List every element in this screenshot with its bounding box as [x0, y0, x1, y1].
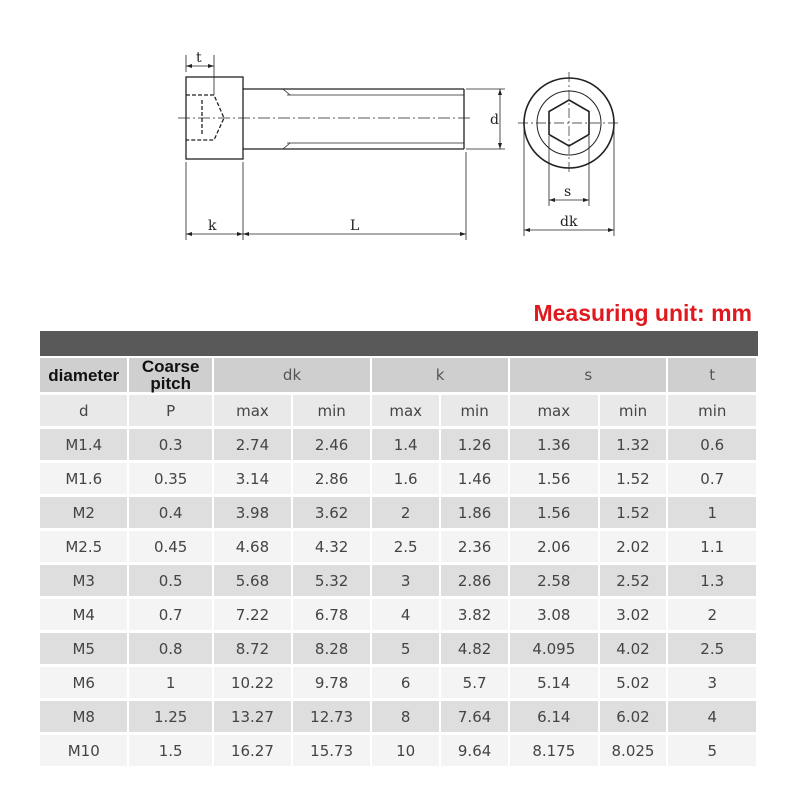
table-cell: 1.46	[441, 463, 508, 494]
table-cell: 2.5	[668, 633, 756, 664]
subheader-cell: P	[129, 395, 211, 426]
table-cell: 2.5	[372, 531, 439, 562]
table-row	[40, 633, 756, 664]
screw-end-view	[518, 72, 620, 236]
table-row	[40, 701, 756, 732]
table-cell: 8.28	[293, 633, 370, 664]
table-cell: 1.6	[372, 463, 439, 494]
table-cell: 1.52	[600, 463, 667, 494]
table-cell: M1.4	[40, 429, 127, 460]
table-cell: 1.3	[668, 565, 756, 596]
table-row	[40, 667, 756, 698]
table-cell: M6	[40, 667, 127, 698]
table-cell: 12.73	[293, 701, 370, 732]
table-cell: 2.86	[441, 565, 508, 596]
table-cell: 3	[668, 667, 756, 698]
table-row	[40, 497, 756, 528]
subheader-cell: min	[600, 395, 667, 426]
table-cell: 4.02	[600, 633, 667, 664]
table-cell: 4.68	[214, 531, 291, 562]
header-s: s	[510, 358, 666, 392]
table-cell: 5	[372, 633, 439, 664]
table-cell: 1	[668, 497, 756, 528]
table-cell: 7.64	[441, 701, 508, 732]
subheader-cell: d	[40, 395, 127, 426]
table-cell: 2.46	[293, 429, 370, 460]
table-cell: 3.14	[214, 463, 291, 494]
table-cell: 9.64	[441, 735, 508, 766]
table-cell: 1.56	[510, 497, 597, 528]
label-t: t	[196, 50, 202, 66]
table-cell: 5.7	[441, 667, 508, 698]
table-cell: M2	[40, 497, 127, 528]
table-cell: 4	[372, 599, 439, 630]
table-row	[40, 531, 756, 562]
table-cell: 0.4	[129, 497, 211, 528]
label-d: d	[490, 112, 499, 128]
table-row	[40, 429, 756, 460]
table-cell: 5	[668, 735, 756, 766]
table-cell: M3	[40, 565, 127, 596]
hex-socket-hidden-line	[186, 95, 224, 140]
table-cell: 4.095	[510, 633, 597, 664]
table-cell: 5.02	[600, 667, 667, 698]
header-k: k	[372, 358, 508, 392]
table-cell: 4.82	[441, 633, 508, 664]
table-cell: 1.52	[600, 497, 667, 528]
table-cell: 4	[668, 701, 756, 732]
table-cell: 0.7	[668, 463, 756, 494]
table-cell: 1.32	[600, 429, 667, 460]
label-s: s	[564, 184, 572, 200]
table-cell: 2.52	[600, 565, 667, 596]
table-cell: 1.5	[129, 735, 211, 766]
table-cell: 6.78	[293, 599, 370, 630]
table-row	[40, 599, 756, 630]
table-cell: 5.68	[214, 565, 291, 596]
table-cell: 6.02	[600, 701, 667, 732]
header-dk: dk	[214, 358, 370, 392]
table-cell: 0.7	[129, 599, 211, 630]
table-cell: 0.8	[129, 633, 211, 664]
table-cell: 3.98	[214, 497, 291, 528]
screw-side-view	[178, 77, 472, 159]
label-dk: dk	[560, 214, 578, 230]
table-sub-header-row	[40, 395, 756, 426]
table-cell: 1	[129, 667, 211, 698]
table-cell: 1.26	[441, 429, 508, 460]
table-cell: 1.1	[668, 531, 756, 562]
table-cell: 10.22	[214, 667, 291, 698]
table-cell: 0.3	[129, 429, 211, 460]
table-cell: 4.32	[293, 531, 370, 562]
table-cell: 8.025	[600, 735, 667, 766]
table-cell: 6	[372, 667, 439, 698]
table-cell: 0.45	[129, 531, 211, 562]
table-group-header-row	[40, 358, 756, 392]
header-t: t	[668, 358, 756, 392]
table-cell: 2.36	[441, 531, 508, 562]
table-cell: M1.6	[40, 463, 127, 494]
table-cell: 1.36	[510, 429, 597, 460]
table-row	[40, 735, 756, 766]
table-cell: 10	[372, 735, 439, 766]
screw-technical-drawing	[0, 0, 800, 300]
table-cell: 5.14	[510, 667, 597, 698]
table-cell: 1.86	[441, 497, 508, 528]
table-cell: 3.08	[510, 599, 597, 630]
table-cell: 2.02	[600, 531, 667, 562]
table-cell: 15.73	[293, 735, 370, 766]
table-cell: 7.22	[214, 599, 291, 630]
table-cell: 2	[372, 497, 439, 528]
measuring-unit-label: Measuring unit: mm	[533, 300, 752, 326]
header-diameter: diameter	[40, 358, 127, 392]
table-cell: 5.32	[293, 565, 370, 596]
table-cell: 1.56	[510, 463, 597, 494]
table-cell: 8.72	[214, 633, 291, 664]
table-row	[40, 565, 756, 596]
subheader-cell: max	[214, 395, 291, 426]
table-cell: 2.86	[293, 463, 370, 494]
table-cell: 0.5	[129, 565, 211, 596]
table-cell: 2.58	[510, 565, 597, 596]
table-cell: 3.62	[293, 497, 370, 528]
table-cell: M10	[40, 735, 127, 766]
table-cell: 3.02	[600, 599, 667, 630]
table-cell: M2.5	[40, 531, 127, 562]
table-cell: M8	[40, 701, 127, 732]
table-cell: 3.82	[441, 599, 508, 630]
table-cell: 2.74	[214, 429, 291, 460]
table-cell: 1.4	[372, 429, 439, 460]
specification-table	[40, 331, 758, 769]
table-cell: 6.14	[510, 701, 597, 732]
table-cell: 0.35	[129, 463, 211, 494]
table-cell: M4	[40, 599, 127, 630]
table-cell: 2	[668, 599, 756, 630]
table-cell: 8.175	[510, 735, 597, 766]
table-top-bar	[40, 331, 758, 356]
table-cell: 9.78	[293, 667, 370, 698]
table-cell: 0.6	[668, 429, 756, 460]
subheader-cell: min	[441, 395, 508, 426]
subheader-cell: max	[372, 395, 439, 426]
table-cell: M5	[40, 633, 127, 664]
table-cell: 1.25	[129, 701, 211, 732]
label-k: k	[208, 218, 217, 234]
table-cell: 2.06	[510, 531, 597, 562]
subheader-cell: min	[668, 395, 756, 426]
table-cell: 8	[372, 701, 439, 732]
table-cell: 16.27	[214, 735, 291, 766]
header-coarse-pitch: Coarse pitch	[129, 358, 211, 392]
table-row	[40, 463, 756, 494]
label-L: L	[350, 218, 360, 234]
subheader-cell: max	[510, 395, 597, 426]
table-cell: 13.27	[214, 701, 291, 732]
table-cell: 3	[372, 565, 439, 596]
subheader-cell: min	[293, 395, 370, 426]
